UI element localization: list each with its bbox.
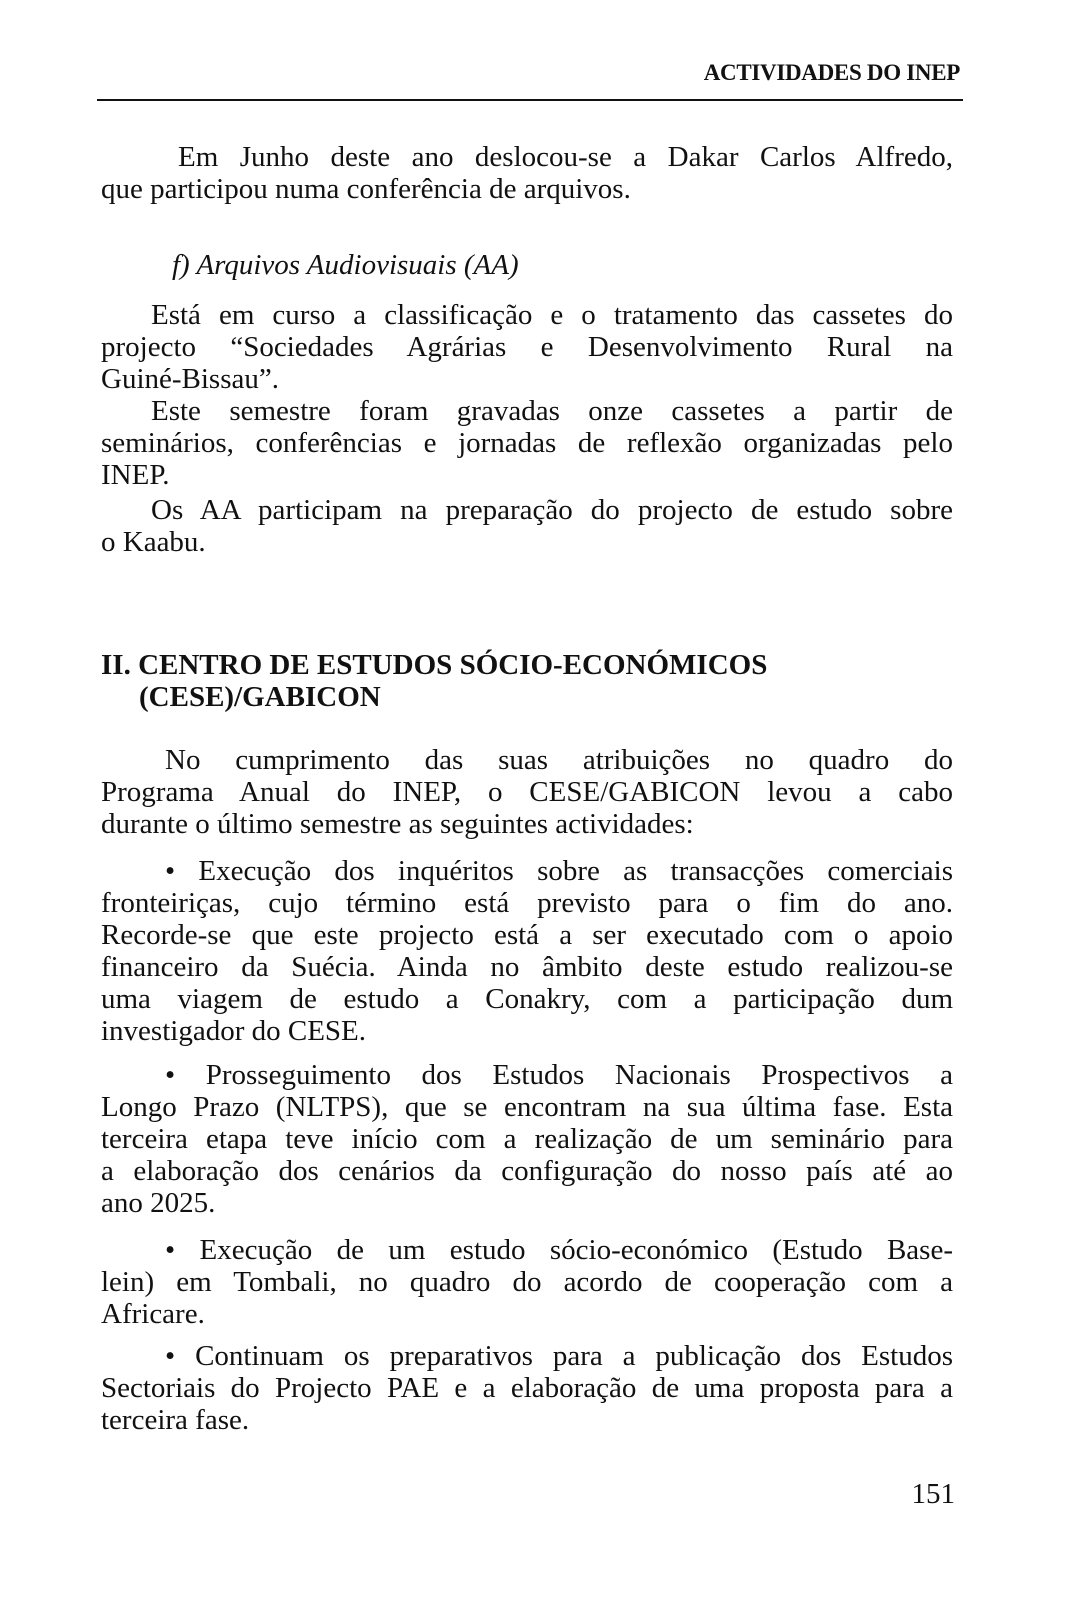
paragraph-intro xyxy=(101,744,953,840)
text-line: Este semestre foram gravadas onze cassetes a partir de xyxy=(151,395,953,427)
text-line: terceira etapa teve início com a realização de um seminário para xyxy=(101,1123,953,1155)
text-line: Sectoriais do Projecto PAE e a elaboração de uma proposta para a xyxy=(101,1372,953,1404)
heading-line: (CESE)/GABICON xyxy=(139,681,381,713)
subheading-audiovisual-archives: f) Arquivos Audiovisuais (AA) xyxy=(172,249,519,281)
text-line: No cumprimento das suas atribuições no quadro do xyxy=(165,744,953,776)
text-line: Os AA participam na preparação do projecto de estudo sobre xyxy=(151,494,953,526)
text-line: Em Junho deste ano deslocou-se a Dakar Carlos Alfredo, xyxy=(178,141,953,173)
section-heading-cese xyxy=(101,649,953,713)
paragraph-dakar xyxy=(101,141,953,205)
text-line: Guiné-Bissau”. xyxy=(101,363,279,395)
bullet-item xyxy=(101,1340,953,1436)
text-line: que participou numa conferência de arquivos. xyxy=(101,173,631,205)
text-line: lein) em Tombali, no quadro do acordo de cooperação com a xyxy=(101,1266,953,1298)
heading-line: II. CENTRO DE ESTUDOS SÓCIO-ECONÓMICOS xyxy=(101,649,768,681)
text-line: investigador do CESE. xyxy=(101,1015,367,1047)
bullet-item xyxy=(101,855,953,1047)
text-line: Africare. xyxy=(101,1298,205,1330)
text-line: financeiro da Suécia. Ainda no âmbito deste estudo realizou-se xyxy=(101,951,953,983)
text-line: • Continuam os preparativos para a publicação dos Estudos xyxy=(165,1340,953,1372)
text-line: a elaboração dos cenários da configuração do nosso país até ao xyxy=(101,1155,953,1187)
text-line: o Kaabu. xyxy=(101,526,206,558)
text-line: seminários, conferências e jornadas de reflexão organizadas pelo xyxy=(101,427,953,459)
paragraph-classification xyxy=(101,299,953,395)
text-line: durante o último semestre as seguintes actividades: xyxy=(101,808,694,840)
text-line: • Prosseguimento dos Estudos Nacionais Prospectivos a xyxy=(165,1059,953,1091)
text-line: terceira fase. xyxy=(101,1404,250,1436)
running-header: ACTIVIDADES DO INEP xyxy=(703,60,960,85)
text-line: • Execução dos inquéritos sobre as transacções comerciais xyxy=(165,855,953,887)
text-line: Está em curso a classificação e o tratamento das cassetes do xyxy=(151,299,953,331)
bullet-item xyxy=(101,1234,953,1330)
paragraph-cassettes xyxy=(101,395,953,491)
text-line: Longo Prazo (NLTPS), que se encontram na sua última fase. Esta xyxy=(101,1091,953,1123)
text-line: INEP. xyxy=(101,459,170,491)
bullet-item xyxy=(101,1059,953,1219)
text-line: ano 2025. xyxy=(101,1187,216,1219)
text-line: Programa Anual do INEP, o CESE/GABICON levou a cabo xyxy=(101,776,953,808)
text-line: Recorde-se que este projecto está a ser executado com o apoio xyxy=(101,919,953,951)
text-line: projecto “Sociedades Agrárias e Desenvolvimento Rural na xyxy=(101,331,953,363)
paragraph-kaabu xyxy=(101,494,953,558)
header-rule xyxy=(97,99,963,101)
text-line: fronteiriças, cujo término está previsto para o fim do ano. xyxy=(101,887,953,919)
text-line: uma viagem de estudo a Conakry, com a participação dum xyxy=(101,983,953,1015)
page-number: 151 xyxy=(911,1478,955,1510)
text-line: • Execução de um estudo sócio-económico (Estudo Base- xyxy=(165,1234,953,1266)
